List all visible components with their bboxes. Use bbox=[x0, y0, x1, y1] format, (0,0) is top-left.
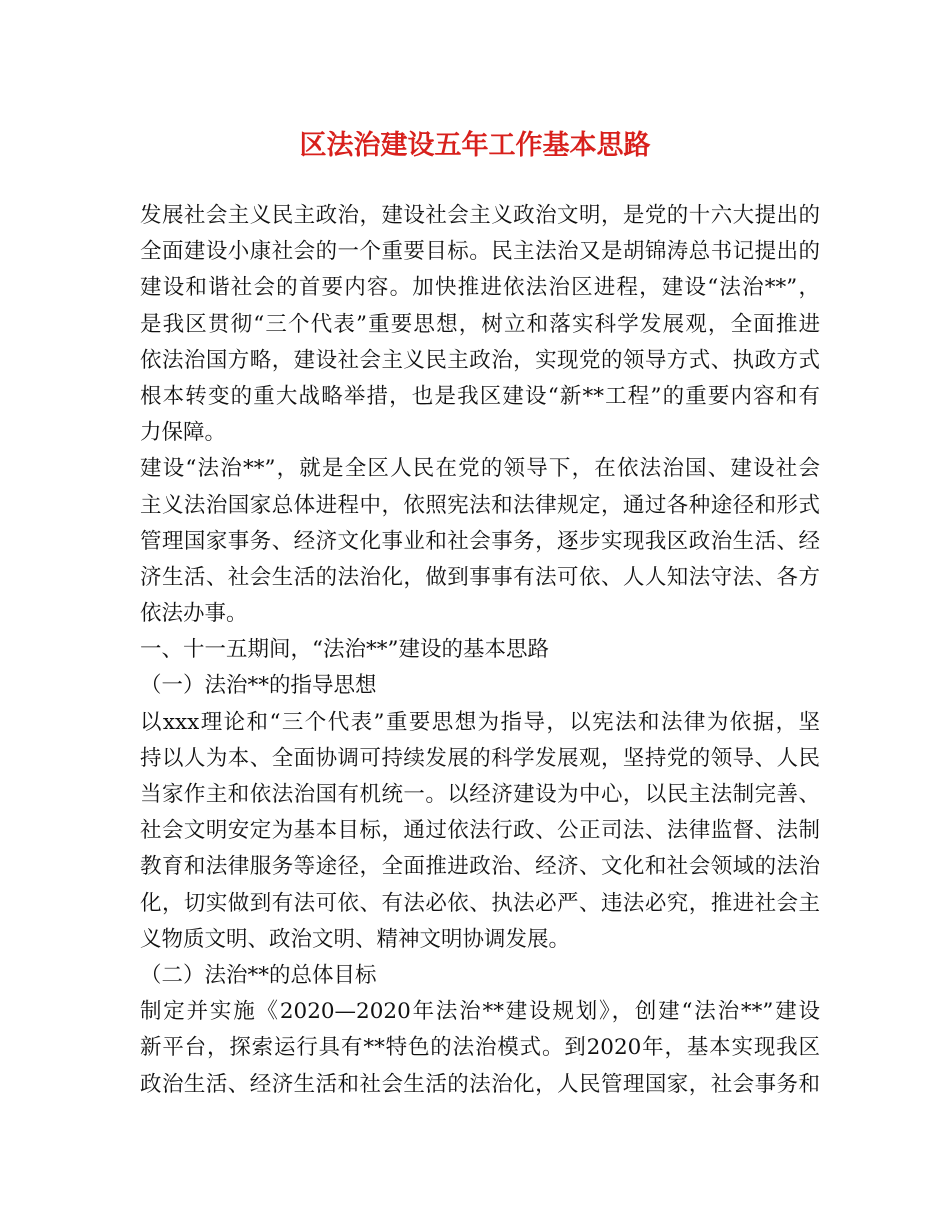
body-line: 全面建设小康社会的一个重要目标。民主法治又是胡锦涛总书记提出的 bbox=[140, 239, 820, 265]
body-line: 管理国家事务、经济文化事业和社会事务，逐步实现我区政治生活、经 bbox=[140, 528, 820, 554]
subsection-heading: （二）法治**的总体目标 bbox=[140, 962, 377, 988]
document-body bbox=[140, 198, 820, 1103]
body-line: 依法办事。 bbox=[140, 601, 248, 627]
subsection-heading: （一）法治**的指导思想 bbox=[140, 673, 377, 699]
body-line: 当家作主和依法治国有机统一。以经济建设为中心，以民主法制完善、 bbox=[140, 782, 820, 807]
body-line: 主义法治国家总体进程中，依照宪法和法律规定，通过各种途径和形式 bbox=[140, 492, 820, 518]
body-line: 力保障。 bbox=[140, 420, 227, 446]
body-line: 政治生活、经济生活和社会生活的法治化，人民管理国家，社会事务和 bbox=[140, 1071, 820, 1097]
body-line: 根本转变的重大战略举措，也是我区建设“新**工程”的重要内容和有 bbox=[140, 383, 820, 409]
body-line: 济生活、社会生活的法治化，做到事事有法可依、人人知法守法、各方 bbox=[140, 564, 820, 590]
body-line: 持以人为本、全面协调可持续发展的科学发展观，坚持党的领导、人民 bbox=[140, 745, 820, 771]
body-line: 建设和谐社会的首要内容。加快推进依法治区进程，建设“法治**”， bbox=[140, 275, 820, 301]
body-line: 发展社会主义民主政治，建设社会主义政治文明，是党的十六大提出的 bbox=[140, 203, 820, 228]
body-line: 是我区贯彻“三个代表”重要思想，树立和落实科学发展观，全面推进 bbox=[140, 311, 820, 337]
body-line: 社会文明安定为基本目标，通过依法行政、公正司法、法律监督、法制 bbox=[140, 818, 820, 844]
section-heading: 一、十一五期间，“法治**”建设的基本思路 bbox=[140, 637, 549, 663]
body-line: 制定并实施《2020—2020年法治**建设规划》，创建“法治**”建设 bbox=[140, 999, 820, 1025]
document-title: 区法治建设五年工作基本思路 bbox=[299, 130, 651, 161]
body-line: 化，切实做到有法可依、有法必依、执法必严、违法必究，推进社会主 bbox=[140, 890, 820, 916]
body-line: 义物质文明、政治文明、精神文明协调发展。 bbox=[140, 926, 571, 952]
body-line: 新平台，探索运行具有**特色的法治模式。到2020年，基本实现我区 bbox=[140, 1035, 820, 1061]
body-line: 依法治国方略，建设社会主义民主政治，实现党的领导方式、执政方式 bbox=[140, 347, 820, 373]
body-line: 建设“法治**”，就是全区人民在党的领导下，在依法治国、建设社会 bbox=[140, 456, 820, 482]
body-line: 教育和法律服务等途径，全面推进政治、经济、文化和社会领域的法治 bbox=[140, 854, 820, 880]
body-line: 以xxx理论和“三个代表”重要思想为指导，以宪法和法律为依据，坚 bbox=[140, 709, 820, 735]
